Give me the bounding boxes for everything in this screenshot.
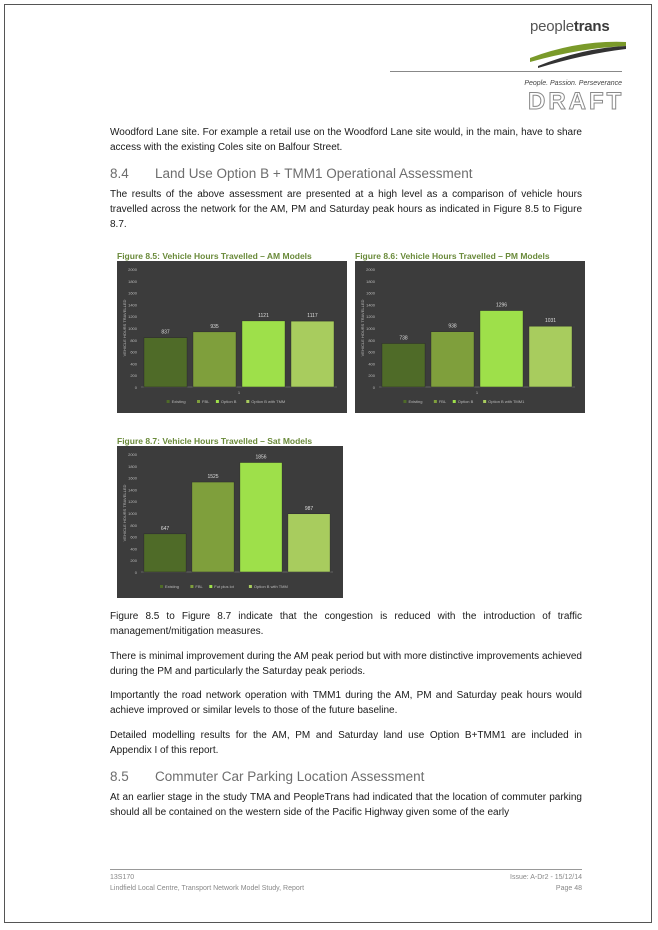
y-axis-label: VEHICLE HOURS TRAVELLED [360,299,365,357]
y-tick-label: 1800 [366,278,375,284]
para-improvement: There is minimal improvement during the AM peak period but with more distinctive improvements achieved during the PM and particularly the Saturday peak periods. [110,651,582,677]
y-tick-label: 600 [130,534,137,540]
para-8-5: At an earlier stage in the study TMA and PeopleTrans had indicated that the location of commuter parking should all be contained on the western side of the Pacific Highway given some of the early [110,792,582,818]
legend-swatch [190,585,193,588]
y-tick-label: 1000 [128,326,137,331]
data-label: 1117 [307,313,318,320]
bar [291,321,334,387]
data-label: 837 [161,329,170,336]
data-label: 1856 [255,454,267,461]
y-tick-label: 2000 [128,267,137,272]
y-tick-label: 1800 [128,278,137,284]
legend-entry: Option B [220,399,237,404]
y-tick-label: 1400 [128,487,137,493]
section-number: 8.5 [110,769,129,784]
y-tick-label: 600 [368,349,375,355]
legend-entry: Existing [171,399,186,404]
company-logo [530,18,610,35]
y-tick-label: 1200 [128,314,137,320]
y-tick-label: 200 [130,558,137,564]
y-axis-label: VEHICLE HOURS TRAVELLED [122,484,127,542]
y-axis-label: VEHICLE HOURS TRAVELLED [122,299,127,357]
legend-swatch [249,585,252,588]
bar [144,534,186,572]
figure-8-6-caption: Figure 8.6: Vehicle Hours Travelled – PM Models [355,251,550,261]
data-label: 1121 [258,312,269,319]
legend-entry: FBL [195,584,203,589]
y-tick-label: 1000 [366,326,375,331]
para-intro: Woodford Lane site. For example a retail use on the Woodford Lane site would, in the main, have to share access with the existing Coles site on Balfour Street. [110,127,582,153]
y-tick-label: 1200 [128,499,137,505]
logo-suffix: trans [573,18,610,35]
bar [240,462,282,572]
bar [192,482,234,572]
footer-doc-title: Lindfield Local Centre, Transport Network Model Study, Report [110,885,305,892]
y-tick-label: 400 [130,361,137,367]
y-tick-label: 200 [368,373,375,379]
bar [431,332,474,387]
y-tick-label: 1600 [128,475,137,481]
legend-entry: FBL [202,399,210,404]
y-tick-label: 0 [372,385,375,390]
y-tick-label: 200 [130,373,137,379]
figure-8-7-caption: Figure 8.7: Vehicle Hours Travelled – Sat Models [117,436,313,446]
legend-entry: Existing [408,399,423,404]
para-network-operation: Importantly the road network operation with TMM1 during the AM, PM and Saturday peak hours would achieve improved or similar levels to those of the future baseline. [110,690,582,716]
para-8-4: The results of the above assessment are presented at a high level as a comparison of vehicle hours travelled across the network for the AM, PM and Saturday peak hours as indicated in Figure 8.5 to Figure 8.7. [110,189,582,230]
legend-swatch [209,585,212,588]
figure-8-7-chart [117,446,343,598]
tagline: People. Passion. Perseverance [524,80,622,87]
legend-entry: Option B [457,399,474,404]
legend-swatch [246,400,249,403]
logo-prefix: people [530,18,574,35]
section-number: 8.4 [110,166,129,181]
y-tick-label: 1400 [128,302,137,308]
y-tick-label: 800 [368,337,375,343]
data-label: 938 [448,323,457,330]
y-tick-label: 1200 [366,314,375,320]
legend-swatch [434,400,437,403]
data-label: 738 [399,335,408,342]
legend-entry: Option B with TMM [251,399,286,404]
figure-8-5-caption: Figure 8.5: Vehicle Hours Travelled – AM Models [117,251,312,261]
legend-swatch [160,585,163,588]
legend-swatch [167,400,170,403]
y-tick-label: 2000 [366,267,375,272]
data-label: 647 [160,525,170,532]
legend-entry: Option B with TMM1 [488,399,525,404]
header-rule [390,71,622,72]
legend-entry: FBL [438,399,447,404]
legend-swatch [453,400,456,403]
bar [480,311,523,387]
legend-swatch [403,400,406,403]
draft-watermark: DRAFT [528,88,625,115]
bar [193,332,236,387]
data-label: 935 [210,323,219,330]
footer-rule [110,869,582,870]
legend-entry: Option B with TMM [253,584,288,589]
y-tick-label: 800 [130,337,137,343]
section-title: Land Use Option B + TMM1 Operational Assessment [155,166,473,181]
legend-swatch [483,400,486,403]
y-tick-label: 1600 [366,290,375,296]
data-label: 1296 [495,302,508,309]
section-8-5-heading [110,769,582,784]
y-tick-label: 800 [130,522,137,528]
figure-8-5-chart [117,261,347,413]
legend-entry: Existing [165,584,180,589]
y-tick-label: 1600 [128,290,137,296]
y-tick-label: 400 [368,361,375,367]
figure-8-6-chart [355,261,585,413]
y-tick-label: 0 [134,385,137,390]
y-tick-label: 2000 [128,452,137,457]
para-congestion: Figure 8.5 to Figure 8.7 indicate that the congestion is reduced with the introduction of traffic management/mitigation measures. [110,611,582,637]
y-tick-label: 400 [130,546,137,552]
legend-swatch [197,400,200,403]
section-8-4-heading [110,166,582,181]
x-tick-label: 1 [237,390,241,395]
bar [529,326,572,387]
bar [288,514,330,572]
data-label: 1031 [544,318,557,325]
y-tick-label: 1000 [128,511,137,516]
logo-swoosh-icon [528,36,628,68]
y-tick-label: 0 [134,570,137,575]
bar [242,321,285,387]
footer-doc-number: 13S170 [110,874,135,881]
x-tick-label: 1 [475,390,479,395]
y-tick-label: 600 [130,349,137,355]
data-label: 987 [304,505,314,512]
y-tick-label: 1800 [128,463,137,469]
footer-page-number: Page 48 [555,885,582,892]
legend-entry: Fut plus lot [214,584,234,589]
footer-issue: Issue: A-Dr2 - 15/12/14 [510,874,582,881]
section-title: Commuter Car Parking Location Assessment [155,769,425,784]
para-detailed-results: Detailed modelling results for the AM, PM and Saturday land use Option B+TMM1 are included in Appendix I of this report. [110,730,582,756]
bar [382,343,425,387]
y-tick-label: 1400 [366,302,375,308]
data-label: 1525 [207,474,219,481]
bar [144,338,187,387]
legend-swatch [216,400,219,403]
